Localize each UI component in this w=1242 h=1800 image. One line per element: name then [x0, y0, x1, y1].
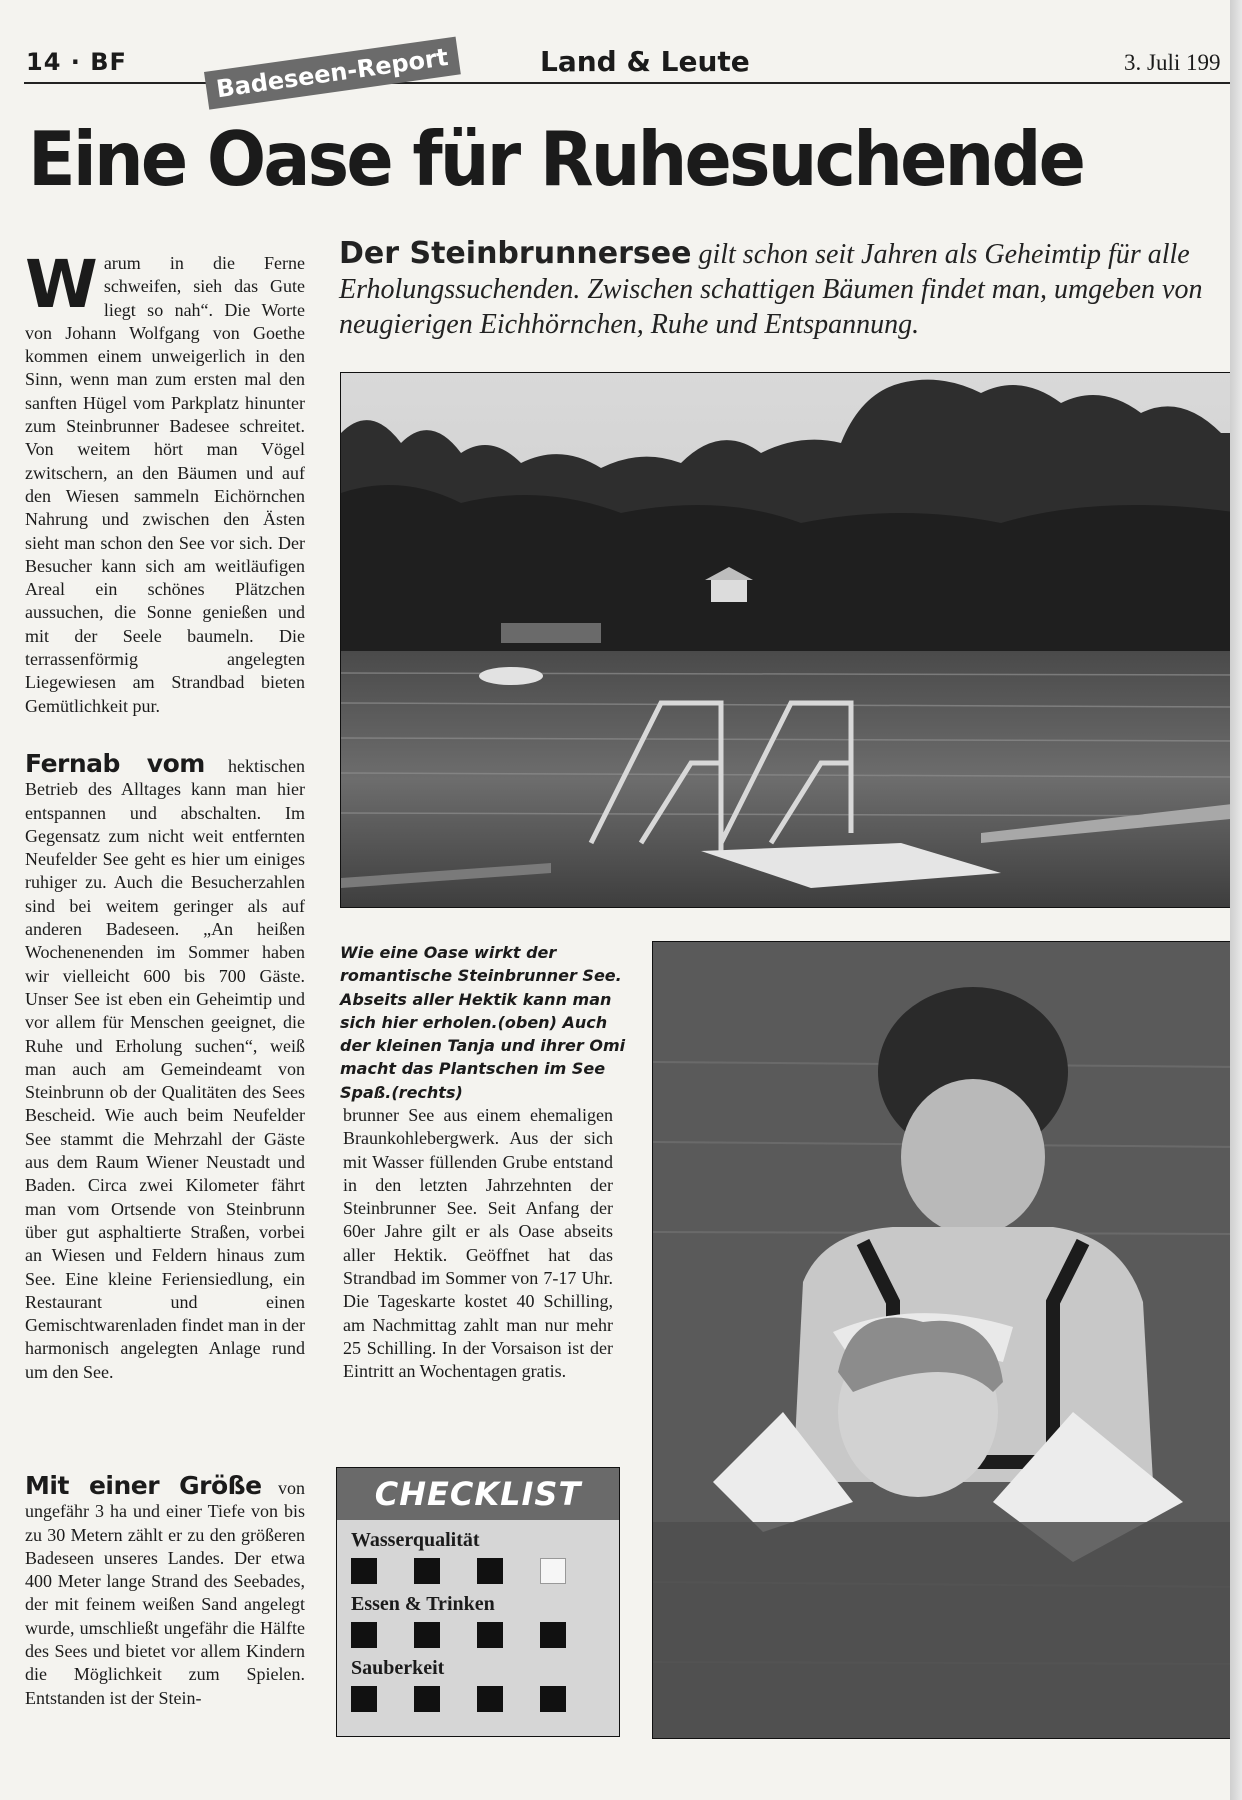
checklist-rows	[337, 1520, 619, 1712]
paragraph-1-text: arum in die Ferne schweifen, sieh das Gute liegt so nah“. Die Worte von Johann Wolfgang von Goethe kommen einem unweigerlich in den Sinn, wenn man zum ersten mal den sanften Hügel vom Parkplatz hinunter zum Steinbrunner Badesee schreitet. Von weitem hört man Vögel zwitschern, an den Bäumen und auf den Wiesen sammeln Eichörnchen Nahrung und zwischen den Ästen sieht man schon den See vor sich. Der Besucher kann sich am weitläufigen Areal ein schönes Plätzchen aussuchen, die Sonne genießen und mit der Seele baumeln. Die terrassenförmig angelegten Liegewiesen am Strandbad bieten Gemütlichkeit pur.	[25, 253, 305, 716]
rating-box-filled	[477, 1558, 503, 1584]
checklist-label: Essen & Trinken	[351, 1593, 495, 1615]
rating-boxes	[351, 1622, 619, 1648]
checklist-label: Wasserqualität	[351, 1529, 480, 1551]
page-number: 14 · BF	[26, 48, 127, 76]
rating-box-filled	[540, 1686, 566, 1712]
swimmers-photo	[652, 941, 1242, 1739]
paragraph-2	[25, 749, 305, 1384]
article-column-2	[343, 1104, 613, 1400]
rating-box-empty	[540, 1558, 566, 1584]
intro-lead: Der Steinbrunnersee	[339, 236, 692, 271]
page-edge	[1230, 0, 1242, 1800]
report-tag: Badeseen-Report	[204, 37, 460, 110]
paragraph-3-runin: Mit einer Größe	[25, 1471, 262, 1500]
section-title: Land & Leute	[540, 45, 750, 78]
lake-photo-image	[341, 373, 1241, 907]
rating-boxes	[351, 1558, 619, 1584]
checklist-box	[336, 1467, 620, 1737]
checklist-row	[337, 1584, 619, 1648]
swimmers-photo-image	[653, 942, 1241, 1738]
rating-box-filled	[414, 1622, 440, 1648]
lake-photo	[340, 372, 1242, 908]
rating-boxes	[351, 1686, 619, 1712]
intro-text: gilt schon seit Jahren als Geheimtip für alle Erholungssuchenden. Zwischen schattigen Bäumen findet man, umgeben von neugierigen Eichhörnchen, Ruhe und Entspannung.	[339, 239, 1203, 340]
article-column-1-continued	[25, 749, 305, 1400]
rating-box-filled	[351, 1558, 377, 1584]
rating-box-filled	[477, 1686, 503, 1712]
headline: Eine Oase für Ruhesuchende	[28, 115, 1084, 203]
paragraph-4: brunner See aus einem ehemaligen Braunkohlebergwerk. Aus der sich mit Wasser füllenden Grube entstand in den letzten Jahrzehnten der Steinbrunner See. Seit Anfang der 60er Jahre gilt er als Oase abseits aller Hektik. Geöffnet hat das Strandbad im Sommer von 7-17 Uhr. Die Tageskarte kostet 40 Schilling, am Nachmittag zahlt man nur mehr 25 Schilling. In der Vorsaison ist der Eintritt an Wochentagen gratis.	[343, 1105, 613, 1382]
article-column-1	[25, 246, 305, 734]
checklist-title: CHECKLIST	[337, 1468, 619, 1520]
checklist-label: Sauberkeit	[351, 1657, 445, 1679]
paragraph-3	[25, 1471, 305, 1710]
paragraph-2-text: hektischen Betrieb des Alltages kann man hier entspannen und abschalten. Im Gegensatz zum nicht weit entfernten Neufelder See geht es hier um einiges ruhiger zu. Auch die Besucherzahlen sind bei weitem geringer als auf anderen Badeseen. „An heißen Wochenenenden im Sommer haben wir vielleicht 600 bis 700 Gäste. Unser See ist eben ein Geheimtip und vor allem für Menschen geeignet, die Ruhe und Erholung suchen“, weiß man auch am Gemeindeamt von Steinbrunn ob der Qualitäten des Sees Bescheid. Wie auch beim Neufelder See stammt die Mehrzahl der Gäste aus dem Raum Wiener Neustadt und Baden. Circa zwei Kilometer fährt man vom Ortsende von Steinbrunn über gut asphaltierte Straßen, vorbei an Wiesen und Feldern hinaus zum See. Eine kleine Feriensiedlung, ein Restaurant und einen Gemischtwarenladen findet man in der harmonisch angelegten Anlage rund um den See.	[25, 756, 305, 1382]
paragraph-1	[25, 246, 305, 718]
article-column-1-end	[25, 1471, 305, 1726]
rating-box-filled	[414, 1558, 440, 1584]
rating-box-filled	[540, 1622, 566, 1648]
paragraph-2-runin: Fernab vom	[25, 749, 205, 778]
drop-cap: W	[25, 246, 98, 323]
intro-deck	[339, 236, 1229, 342]
rating-box-filled	[351, 1686, 377, 1712]
paragraph-3-text: von ungefähr 3 ha und einer Tiefe von bis zu 30 Metern zählt er zu den größeren Badeseen unseres Landes. Der etwa 400 Meter lange Strand des Seebades, der mit feinem weißen Sand angelegt wurde, umschließt ungefähr die Hälfte des Sees und bietet vor allem Kindern die Möglichkeit zum Spielen. Entstanden ist der Stein-	[25, 1478, 305, 1708]
rating-box-filled	[351, 1622, 377, 1648]
checklist-row	[337, 1648, 619, 1712]
rating-box-filled	[477, 1622, 503, 1648]
issue-date: 3. Juli 199	[1124, 50, 1221, 75]
rating-box-filled	[414, 1686, 440, 1712]
checklist-row	[337, 1520, 619, 1584]
photo-caption: Wie eine Oase wirkt der romantische Steinbrunner See. Abseits aller Hektik kann man sich hier erholen.(oben) Auch der kleinen Tanja und ihrer Omi macht das Plantschen im See Spaß.(rechts)	[340, 943, 626, 1102]
